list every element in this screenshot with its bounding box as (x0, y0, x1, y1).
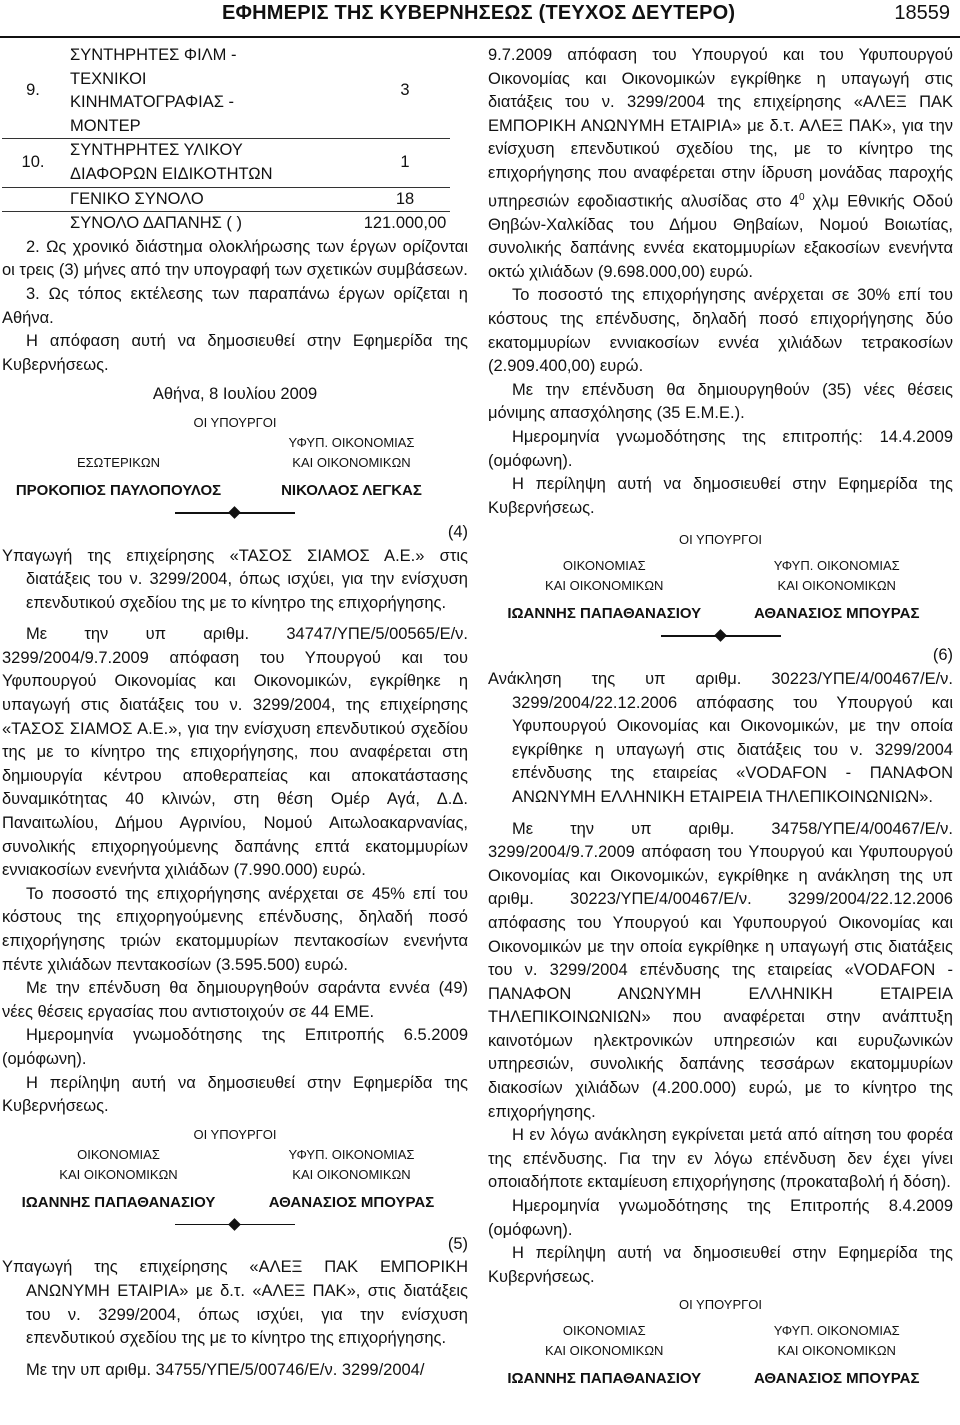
row-label (64, 44, 360, 139)
section-title: Ανάκληση της υπ αριθμ. 30223/ΥΠΕ/4/00467/Ε/ν. 3299/2004/22.12.2006 απόφασης του Υπουργού και Υφυπουργού Οικονομίας και Οικονομικών, με την οποία εγκρίθηκε η υπαγωγή στις διατάξεις του ν. 3299/2004 επένδυσης της εταιρείας «VODAFON - ΠΑΝΑΦΟΝ ΑΝΩΝΥΜΗ ΕΛΛΗΝΙΚΗ ΕΤΑΙΡΕΙΑ ΤΗΛΕΠΙΚΟΙΝΩΝΙΩΝ». (488, 669, 953, 806)
signature-row (488, 556, 953, 624)
paragraph: Ημερομηνία γνωμοδότησης της Επιτροπής 6.5.2009 (ομόφωνη). (2, 1026, 468, 1068)
signature-row (2, 1145, 468, 1213)
paragraph: Το ποσοστό της επιχορήγησης ανέρχεται σε 45% επί του κόστους της επιχορηγούμενης επένδυσης, δηλαδή ποσό επιχορήγησης τριών εκατομμυρίων πεντακοσίων ενενήντα πέντε χιλιάδων πεντακοσίων (3.595.500) ευρώ. (2, 884, 468, 974)
signatory-right (721, 556, 954, 624)
signatory-name: ΙΩΑΝΝΗΣ ΠΑΠΑΘΑΝΑΣΙΟΥ (21, 1193, 216, 1211)
signatory-title: ΥΦΥΠ. ΟΙΚΟΝΟΜΙΑΣ (288, 434, 415, 450)
paragraph (488, 44, 953, 284)
row-label (64, 139, 360, 187)
signatory-name: ΝΙΚΟΛΑΟΣ ΛΕΓΚΑΣ (281, 481, 422, 499)
right-column (488, 44, 953, 1389)
section-number: (5) (447, 1234, 468, 1253)
signature-head: ΟΙ ΥΠΟΥΡΓΟΙ (678, 532, 763, 548)
total-value: 18 (360, 187, 450, 212)
section-title: Υπαγωγή της επιχείρησης «ΑΛΕΞ ΠΑΚ ΕΜΠΟΡΙΚΗ ΑΝΩΝΥΜΗ ΕΤΑΙΡΙΑ» με δ.τ. «ΑΛΕΞ ΠΑΚ», στις διατάξεις του ν. 3299/2004, όπως ισχύει, για την ενίσχυση επενδυτικού σχεδίου της με το κίνητρο της επιχορήγησης. (2, 1258, 468, 1348)
signatory-title: ΚΑΙ ΟΙΚΟΝΟΜΙΚΩΝ (59, 1166, 178, 1182)
paragraph: Η εν λόγω ανάκληση εγκρίνεται μετά από αίτηση του φορέα της επένδυσης. Για την εν λόγω επένδυση δεν έχει γίνει οποιαδήποτε εκταμίευση επιχορήγησης (προκαταβολή ή δόση). (488, 1126, 953, 1192)
row-label-line: ΜΟΝΤΕΡ (70, 116, 141, 135)
signatory-left (488, 1321, 721, 1389)
signatory-left (2, 433, 235, 501)
signatory-title: ΥΦΥΠ. ΟΙΚΟΝΟΜΙΑΣ (773, 558, 900, 574)
row-label-line: ΤΕΧΝΙΚΟΙ (70, 69, 147, 88)
signatory-title: ΚΑΙ ΟΙΚΟΝΟΜΙΚΩΝ (545, 578, 664, 594)
signatory-right (235, 433, 468, 501)
paragraph-text: χλμ Εθνικής Οδού Θηβών-Χαλκίδας του Δήμου Θηβαίων, Νομού Βοιωτίας, συνολικής δαπάνης εννέα εκατομμυρίων εξακοσίων ενενήντα οκτώ χιλιάδων (9.698.000,00) ευρώ. (488, 192, 953, 281)
section-divider (661, 630, 781, 642)
row-label-line: ΚΙΝΗΜΑΤΟΓΡΑΦΙΑΣ - (70, 93, 234, 112)
table-row (2, 44, 450, 139)
cost-row (2, 212, 450, 236)
signature-head: ΟΙ ΥΠΟΥΡΓΟΙ (193, 1126, 277, 1142)
signature-head: ΟΙ ΥΠΟΥΡΓΟΙ (193, 414, 277, 430)
signatory-name: ΑΘΑΝΑΣΙΟΣ ΜΠΟΥΡΑΣ (753, 605, 920, 623)
signatory-title: ΚΑΙ ΟΙΚΟΝΟΜΙΚΩΝ (777, 578, 896, 594)
signatory-title: ΚΑΙ ΟΙΚΟΝΟΜΙΚΩΝ (777, 1343, 896, 1359)
page-number: 18559 (894, 2, 950, 24)
signatory-title: ΚΑΙ ΟΙΚΟΝΟΜΙΚΩΝ (292, 1166, 411, 1182)
signatory-left (2, 1145, 235, 1213)
signature-block (488, 1295, 953, 1389)
row-label-line: ΣΥΝΤΗΡΗΤΕΣ ΥΛΙΚΟΥ (70, 141, 243, 160)
section-divider (175, 1219, 295, 1231)
signatory-title (2, 433, 235, 453)
signatory-title: ΥΦΥΠ. ΟΙΚΟΝΟΜΙΑΣ (288, 1146, 415, 1162)
paragraph-text: 9.7.2009 απόφαση του Υπουργού και του Υφυπουργού Οικονομίας και Οικονομικών εγκρίθηκε η υπαγωγή στις διατάξεις του ν. 3299/2004 της επιχείρησης «ΑΛΕΞ ΠΑΚ ΕΜΠΟΡΙΚΗ ΑΝΩΝΥΜΗ ΕΤΑΙΡΙΑ» με δ.τ. ΑΛΕΞ ΠΑΚ», για την ενίσχυση επενδυτικού σχεδίου της, με το κίνητρο της επιχορήγησης που αναφέρεται στην ίδρυση μονάδας παροχής υπηρεσιών εφοδιαστικής αλυσίδας στο 4 (488, 46, 953, 211)
paragraph: Η απόφαση αυτή να δημοσιευθεί στην Εφημερίδα της Κυβερνήσεως. (2, 332, 468, 374)
page-header (0, 0, 960, 38)
signatory-name: ΑΘΑΝΑΣΙΟΣ ΜΠΟΥΡΑΣ (753, 1370, 920, 1388)
paragraph: Με την επένδυση θα δημιουργηθούν σαράντα εννέα (49) νέες θέσεις εργασίας που αντιστοιχούν σε 44 ΕΜΕ. (2, 979, 468, 1021)
signatory-title: ΟΙΚΟΝΟΜΙΑΣ (77, 1146, 160, 1162)
date-line: Αθήνα, 8 Ιουλίου 2009 (152, 385, 318, 404)
signatory-title: ΕΣΩΤΕΡΙΚΩΝ (76, 454, 161, 470)
signatory-name: ΙΩΑΝΝΗΣ ΠΑΠΑΘΑΝΑΣΙΟΥ (507, 1370, 702, 1388)
row-number: 10. (2, 139, 64, 187)
row-value: 3 (400, 81, 410, 100)
paragraph: 2. Ως χρονικό διάστημα ολοκλήρωσης των έργων ορίζονται οι τρεις (3) μήνες από την υπογραφή των σχετικών συμβάσεων. (2, 237, 468, 280)
paragraph: 3. Ως τόπος εκτέλεσης των παραπάνω έργων ορίζεται η Αθήνα. (2, 284, 468, 327)
signature-head: ΟΙ ΥΠΟΥΡΓΟΙ (678, 1297, 763, 1313)
gazette-title: ΕΦΗΜΕΡΙΣ ΤΗΣ ΚΥΒΕΡΝΗΣΕΩΣ (ΤΕΥΧΟΣ ΔΕΥΤΕΡΟ) (222, 2, 736, 24)
paragraph: Ημερομηνία γνωμοδότησης της Επιτροπής 8.4.2009 (ομόφωνη). (488, 1197, 953, 1239)
paragraph: Η περίληψη αυτή να δημοσιευθεί στην Εφημερίδα της Κυβερνήσεως. (488, 1244, 953, 1286)
signatory-title: ΚΑΙ ΟΙΚΟΝΟΜΙΚΩΝ (545, 1343, 664, 1359)
paragraph: Το ποσοστό της επιχορήγησης ανέρχεται σε 30% επί του κόστους της επένδυσης, δηλαδή ποσό επιχορήγησης δύο εκατομμυρίων εννιακοσίων εννέα χιλιάδων τετρακοσίων (2.909.400,00) ευρώ. (488, 286, 953, 376)
row-number: 9. (26, 81, 40, 100)
paragraph: Με την επένδυση θα δημιουργηθούν (35) νέες θέσεις μόνιμης απασχόλησης (35 Ε.Μ.Ε.). (488, 380, 953, 423)
row-label-line: ΣΥΝΤΗΡΗΤΕΣ ΦΙΛΜ - (70, 46, 237, 64)
signature-block (2, 413, 468, 501)
signatory-name: ΙΩΑΝΝΗΣ ΠΑΠΑΘΑΝΑΣΙΟΥ (507, 605, 702, 623)
signatory-title: ΟΙΚΟΝΟΜΙΑΣ (562, 1323, 646, 1339)
left-column (2, 44, 468, 1382)
staff-table (2, 44, 450, 236)
signatory-name: ΠΡΟΚΟΠΙΟΣ ΠΑΥΛΟΠΟΥΛΟΣ (15, 481, 222, 499)
paragraph: Με την υπ αριθμ. 34747/ΥΠΕ/5/00565/Ε/ν. 3299/2004/9.7.2009 απόφαση του Υπουργού και του Υφυπουργού Οικονομίας και Οικονομικών, εγκρίθηκε η υπαγωγή στις διατάξεις του ν. 3299/2004, της επιχείρησης «ΤΑΣΟΣ ΣΙΑΜΟΣ Α.Ε.», για την ενίσχυση επενδυτικού σχεδίου της με το κίνητρο της επιχορήγησης, που αναφέρεται στη δημιουργία κέντρου αποθεραπείας και αποκατάστασης δυναμικότητας 40 κλινών, στη θέση Ομέρ Αγά, Δ.Δ. Παναιτωλίου, Δήμου Αγρινίου, Νομού Αιτωλοακαρνανίας, συνολικής επιχορηγούμενης δαπάνης επτά εκατομμυρίων εννιακοσίων ενενήντα χιλιάδων (7.990.000) ευρώ. (2, 625, 468, 880)
signature-block (2, 1125, 468, 1213)
signature-block (488, 530, 953, 624)
signatory-name: ΑΘΑΝΑΣΙΟΣ ΜΠΟΥΡΑΣ (268, 1193, 435, 1211)
superscript: 0 (798, 191, 805, 203)
paragraph: Με την υπ αριθμ. 34758/ΥΠΕ/4/00467/Ε/ν. 3299/2004/9.7.2009 απόφαση του Υπουργού και Υφυπουργού Οικονομίας και Οικονομικών, εγκρίθηκε η ανάκληση της υπ αριθμ. 30223/ΥΠΕ/4/00467/Ε/ν. 3299/2004/22.12.2006 απόφασης του Υπουργού και Υφυπουργού Οικονομίας και Οικονομικών με την οποία εγκρίθηκε η υπαγωγή στις διατάξεις του ν. 3299/2004 επένδυσης της εταιρείας «VODAFON - ΠΑΝΑΦΟΝ ΑΝΩΝΥΜΗ ΕΛΛΗΝΙΚΗ ΕΤΑΙΡΕΙΑ ΤΗΛΕΠΙΚΟΙΝΩΝΙΩΝ» που αναφέρεται στην ανάπτυξη καινοτόμων ηλεκτρονικών υπηρεσιών και ευρυζωνικών υπηρεσιών, συνολικής δαπάνης τεσσάρων εκατομμυρίων διακοσίων χιλιάδων (4.200.000) ευρώ, με το κίνητρο της επιχορήγησης. (488, 819, 953, 1121)
section-number: (4) (447, 522, 468, 541)
signatory-right (721, 1321, 954, 1389)
section-title: Υπαγωγή της επιχείρησης «ΤΑΣΟΣ ΣΙΑΜΟΣ Α.Ε.» στις διατάξεις του ν. 3299/2004, όπως ισχύει, για την ενίσχυση επενδυτικού σχεδίου της με το κίνητρο της επιχορήγησης. (2, 546, 468, 612)
paragraph: Ημερομηνία γνωμοδότησης της επιτροπής: 14.4.2009 (ομόφωνη). (488, 428, 953, 470)
total-label: ΓΕΝΙΚΟ ΣΥΝΟΛΟ (64, 187, 360, 212)
signature-row (488, 1321, 953, 1389)
cost-value: 121.000,00 (360, 212, 450, 236)
signatory-title: ΚΑΙ ΟΙΚΟΝΟΜΙΚΩΝ (292, 454, 411, 470)
section-divider (175, 507, 295, 519)
table-row (2, 139, 450, 187)
section-number: (6) (932, 646, 953, 665)
paragraph: Η περίληψη αυτή να δημοσιευθεί στην Εφημερίδα της Κυβερνήσεως. (488, 475, 953, 517)
signatory-left (488, 556, 721, 624)
row-value: 1 (360, 139, 450, 187)
row-label-line: ΔΙΑΦΟΡΩΝ ΕΙΔΙΚΟΤΗΤΩΝ (70, 164, 273, 183)
signatory-title: ΥΦΥΠ. ΟΙΚΟΝΟΜΙΑΣ (773, 1323, 900, 1339)
signatory-right (235, 1145, 468, 1213)
total-row (2, 187, 450, 212)
paragraph: Με την υπ αριθμ. 34755/ΥΠΕ/5/00746/Ε/ν. 3299/2004/ (26, 1360, 425, 1379)
cost-label: ΣΥΝΟΛΟ ΔΑΠΑΝΗΣ ( ) (64, 212, 360, 236)
paragraph: Η περίληψη αυτή να δημοσιευθεί στην Εφημερίδα της Κυβερνήσεως. (2, 1073, 468, 1116)
signatory-title: ΟΙΚΟΝΟΜΙΑΣ (562, 558, 646, 574)
signature-row (2, 433, 468, 501)
